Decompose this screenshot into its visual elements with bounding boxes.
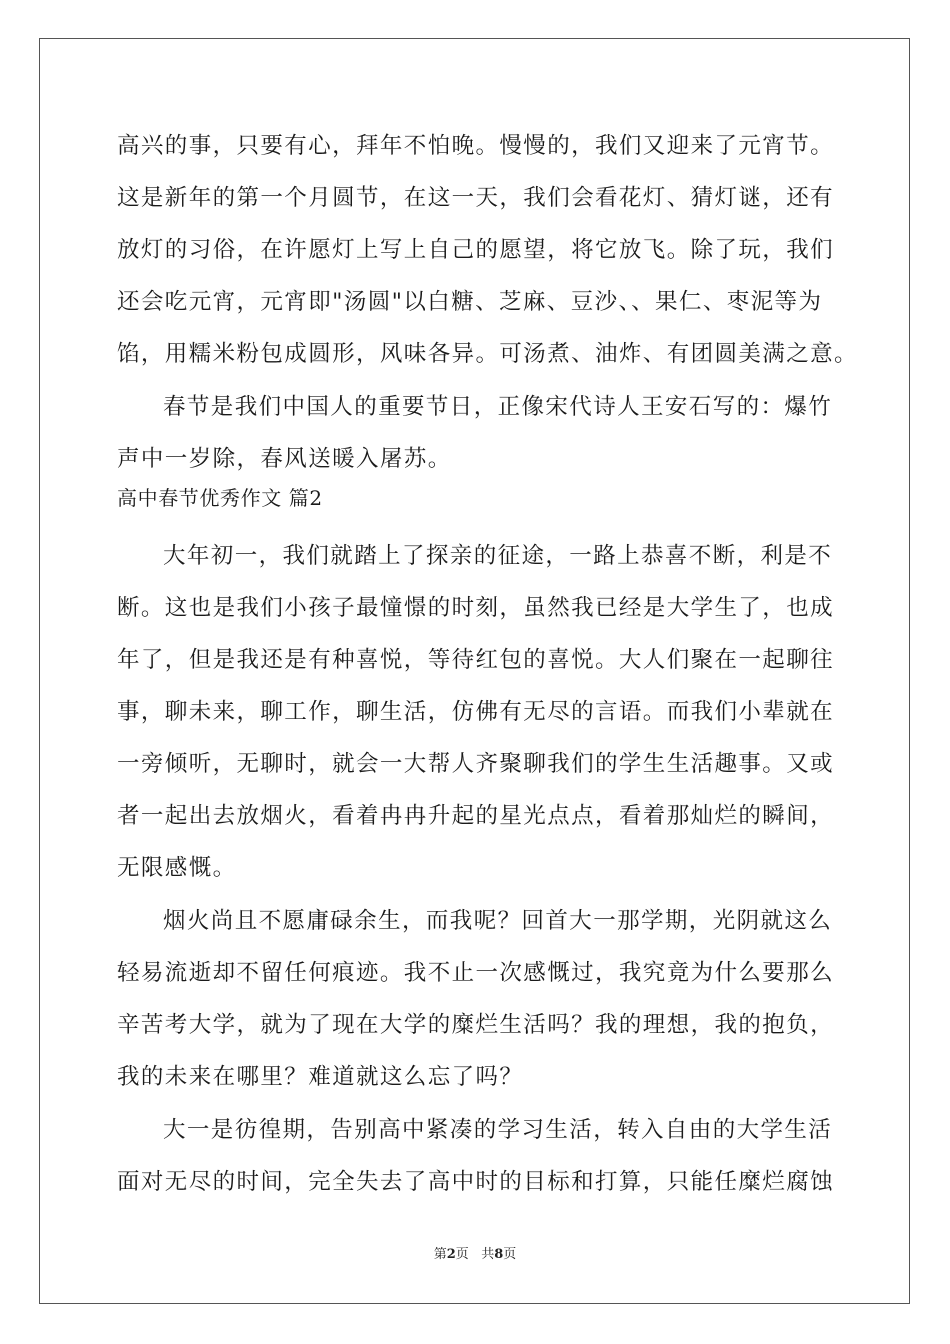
paragraph-first-line: 烟火尚且不愿庸碌余生，而我呢？回首大一那学期，光阴就这么 <box>163 908 833 934</box>
page-number: 2 <box>446 1247 456 1262</box>
paragraph-first-line: 春节是我们中国人的重要节日，正像宋代诗人王安石写的：爆竹 <box>163 394 833 420</box>
total-label-suffix: 页 <box>503 1247 517 1262</box>
text-line: 馅，用糯米粉包成圆形，风味各异。可汤煮、油炸、有团圆美满之意。 <box>117 341 858 367</box>
paragraph-first-line: 大年初一，我们就踏上了探亲的征途，一路上恭喜不断，利是不 <box>163 543 833 569</box>
text-line: 还会吃元宵，元宵即"汤圆"以白糖、芝麻、豆沙、、果仁、枣泥等为 <box>117 289 823 315</box>
text-line: 轻易流逝却不留任何痕迹。我不止一次感慨过，我究竟为什么要那么 <box>117 960 835 986</box>
text-line: 我的未来在哪里？难道就这么忘了吗？ <box>117 1064 524 1090</box>
page-footer <box>0 1246 950 1264</box>
text-line: 放灯的习俗，在许愿灯上写上自己的愿望，将它放飞。除了玩，我们 <box>117 237 835 263</box>
paragraph-first-line: 大一是彷徨期，告别高中紧凑的学习生活，转入自由的大学生活 <box>163 1117 833 1143</box>
page-label-suffix: 页 <box>455 1247 469 1262</box>
text-line: 无限感慨。 <box>117 855 237 881</box>
section-heading: 高中春节优秀作文 篇2 <box>117 486 323 510</box>
text-line: 年了，但是我还是有种喜悦，等待红包的喜悦。大人们聚在一起聊往 <box>117 647 835 673</box>
total-label-prefix: 共 <box>481 1247 495 1262</box>
text-line: 一旁倾听，无聊时，就会一大帮人齐聚聊我们的学生生活趣事。又或 <box>117 751 835 777</box>
text-line: 者一起出去放烟火，看着冉冉升起的星光点点，看着那灿烂的瞬间， <box>117 803 835 829</box>
total-pages: 8 <box>494 1247 504 1262</box>
text-line: 事，聊未来，聊工作，聊生活，仿佛有无尽的言语。而我们小辈就在 <box>117 699 835 725</box>
text-line: 断。这也是我们小孩子最憧憬的时刻，虽然我已经是大学生了，也成 <box>117 595 835 621</box>
text-line: 辛苦考大学，就为了现在大学的糜烂生活吗？我的理想，我的抱负， <box>117 1012 835 1038</box>
text-line: 面对无尽的时间，完全失去了高中时的目标和打算，只能任糜烂腐蚀 <box>117 1169 835 1195</box>
text-line: 声中一岁除，春风送暖入屠苏。 <box>117 446 452 472</box>
text-line: 高兴的事，只要有心，拜年不怕晚。慢慢的，我们又迎来了元宵节。 <box>117 133 835 159</box>
page-label-prefix: 第 <box>433 1247 447 1262</box>
text-line: 这是新年的第一个月圆节，在这一天，我们会看花灯、猜灯谜，还有 <box>117 185 835 211</box>
